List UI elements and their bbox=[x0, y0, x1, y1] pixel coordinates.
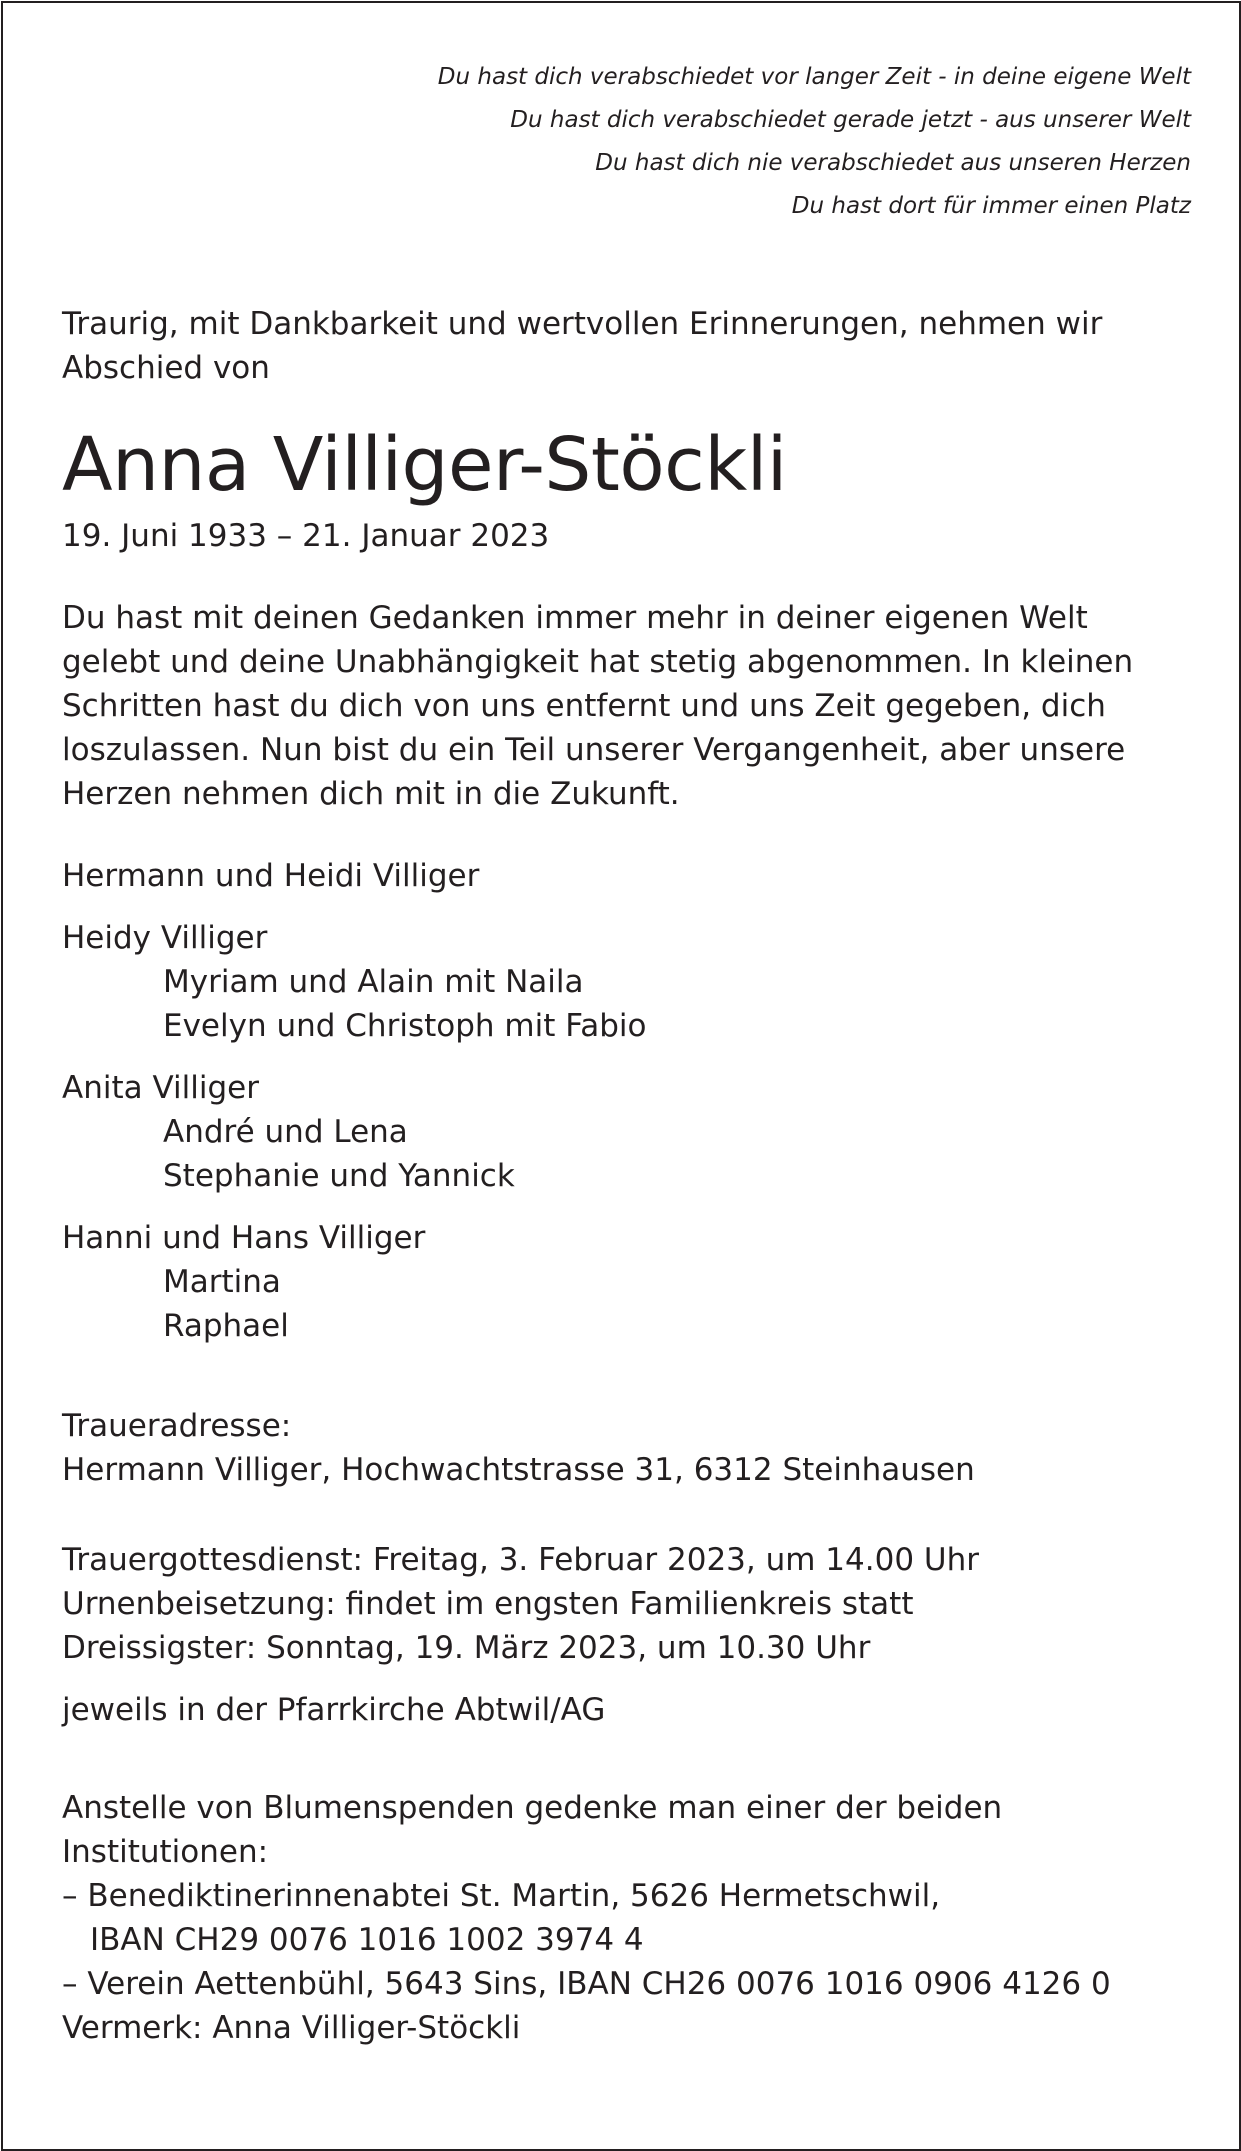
family-member: Myriam und Alain mit Naila bbox=[163, 964, 584, 1000]
family-group-head: Heidy Villiger bbox=[62, 920, 268, 956]
tribute-line: Herzen nehmen dich mit in die Zukunft. bbox=[62, 776, 680, 812]
service-location: jeweils in der Pfarrkirche Abtwil/AG bbox=[62, 1692, 606, 1728]
donation-intro-line: Anstelle von Blumenspenden gedenke man einer der beiden bbox=[62, 1790, 1003, 1826]
intro-line: Traurig, mit Dankbarkeit und wertvollen Erinnerungen, nehmen wir bbox=[62, 306, 1103, 342]
tribute-line: Schritten hast du dich von uns entfernt und uns Zeit gegeben, dich bbox=[62, 688, 1106, 724]
intro-line: Abschied von bbox=[62, 350, 270, 386]
family-group-head: Hanni und Hans Villiger bbox=[62, 1220, 426, 1256]
family-group-head: Anita Villiger bbox=[62, 1070, 259, 1106]
service-details bbox=[62, 1538, 1192, 1670]
poem-line: Du hast dort für immer einen Platz bbox=[791, 193, 1191, 219]
deceased-name: Anna Villiger-Stöckli bbox=[62, 422, 787, 508]
obituary-body bbox=[62, 302, 1192, 2050]
family-member: André und Lena bbox=[163, 1114, 408, 1150]
poem bbox=[191, 56, 1191, 228]
family-group bbox=[62, 916, 1192, 1048]
address-label: Traueradresse: bbox=[62, 1408, 292, 1444]
family-first: Hermann und Heidi Villiger bbox=[62, 858, 480, 894]
family-member: Raphael bbox=[163, 1308, 289, 1344]
service-line: Dreissigster: Sonntag, 19. März 2023, um 10.30 Uhr bbox=[62, 1630, 871, 1666]
intro-text bbox=[62, 302, 1192, 390]
donation-info bbox=[62, 1786, 1192, 2050]
donation-intro-line: Institutionen: bbox=[62, 1834, 269, 1870]
tribute-text bbox=[62, 596, 1192, 816]
poem-line: Du hast dich verabschiedet gerade jetzt - aus unserer Welt bbox=[510, 107, 1191, 133]
institution-1-iban: IBAN CH29 0076 1016 1002 3974 4 bbox=[90, 1922, 644, 1958]
donation-note: Vermerk: Anna Villiger-Stöckli bbox=[62, 2010, 521, 2046]
family-member: Stephanie und Yannick bbox=[163, 1158, 515, 1194]
family-member: Evelyn und Christoph mit Fabio bbox=[163, 1008, 647, 1044]
life-dates: 19. Juni 1933 – 21. Januar 2023 bbox=[62, 518, 550, 554]
tribute-line: Du hast mit deinen Gedanken immer mehr in deiner eigenen Welt bbox=[62, 600, 1088, 636]
family-group bbox=[62, 1216, 1192, 1348]
service-line: Trauergottesdienst: Freitag, 3. Februar 2023, um 14.00 Uhr bbox=[62, 1542, 979, 1578]
family-group bbox=[62, 1066, 1192, 1198]
mourning-address bbox=[62, 1404, 1192, 1492]
service-line: Urnenbeisetzung: findet im engsten Familienkreis statt bbox=[62, 1586, 914, 1622]
institution-2: – Verein Aettenbühl, 5643 Sins, IBAN CH26 0076 1016 0906 4126 0 bbox=[62, 1966, 1111, 2002]
tribute-line: loszulassen. Nun bist du ein Teil unserer Vergangenheit, aber unsere bbox=[62, 732, 1126, 768]
institution-1: – Benediktinerinnenabtei St. Martin, 5626 Hermetschwil, bbox=[62, 1878, 941, 1914]
poem-line: Du hast dich verabschiedet vor langer Zeit - in deine eigene Welt bbox=[437, 64, 1191, 90]
address-value: Hermann Villiger, Hochwachtstrasse 31, 6312 Steinhausen bbox=[62, 1452, 975, 1488]
family-member: Martina bbox=[163, 1264, 281, 1300]
tribute-line: gelebt und deine Unabhängigkeit hat stetig abgenommen. In kleinen bbox=[62, 644, 1134, 680]
poem-line: Du hast dich nie verabschiedet aus unseren Herzen bbox=[595, 150, 1191, 176]
